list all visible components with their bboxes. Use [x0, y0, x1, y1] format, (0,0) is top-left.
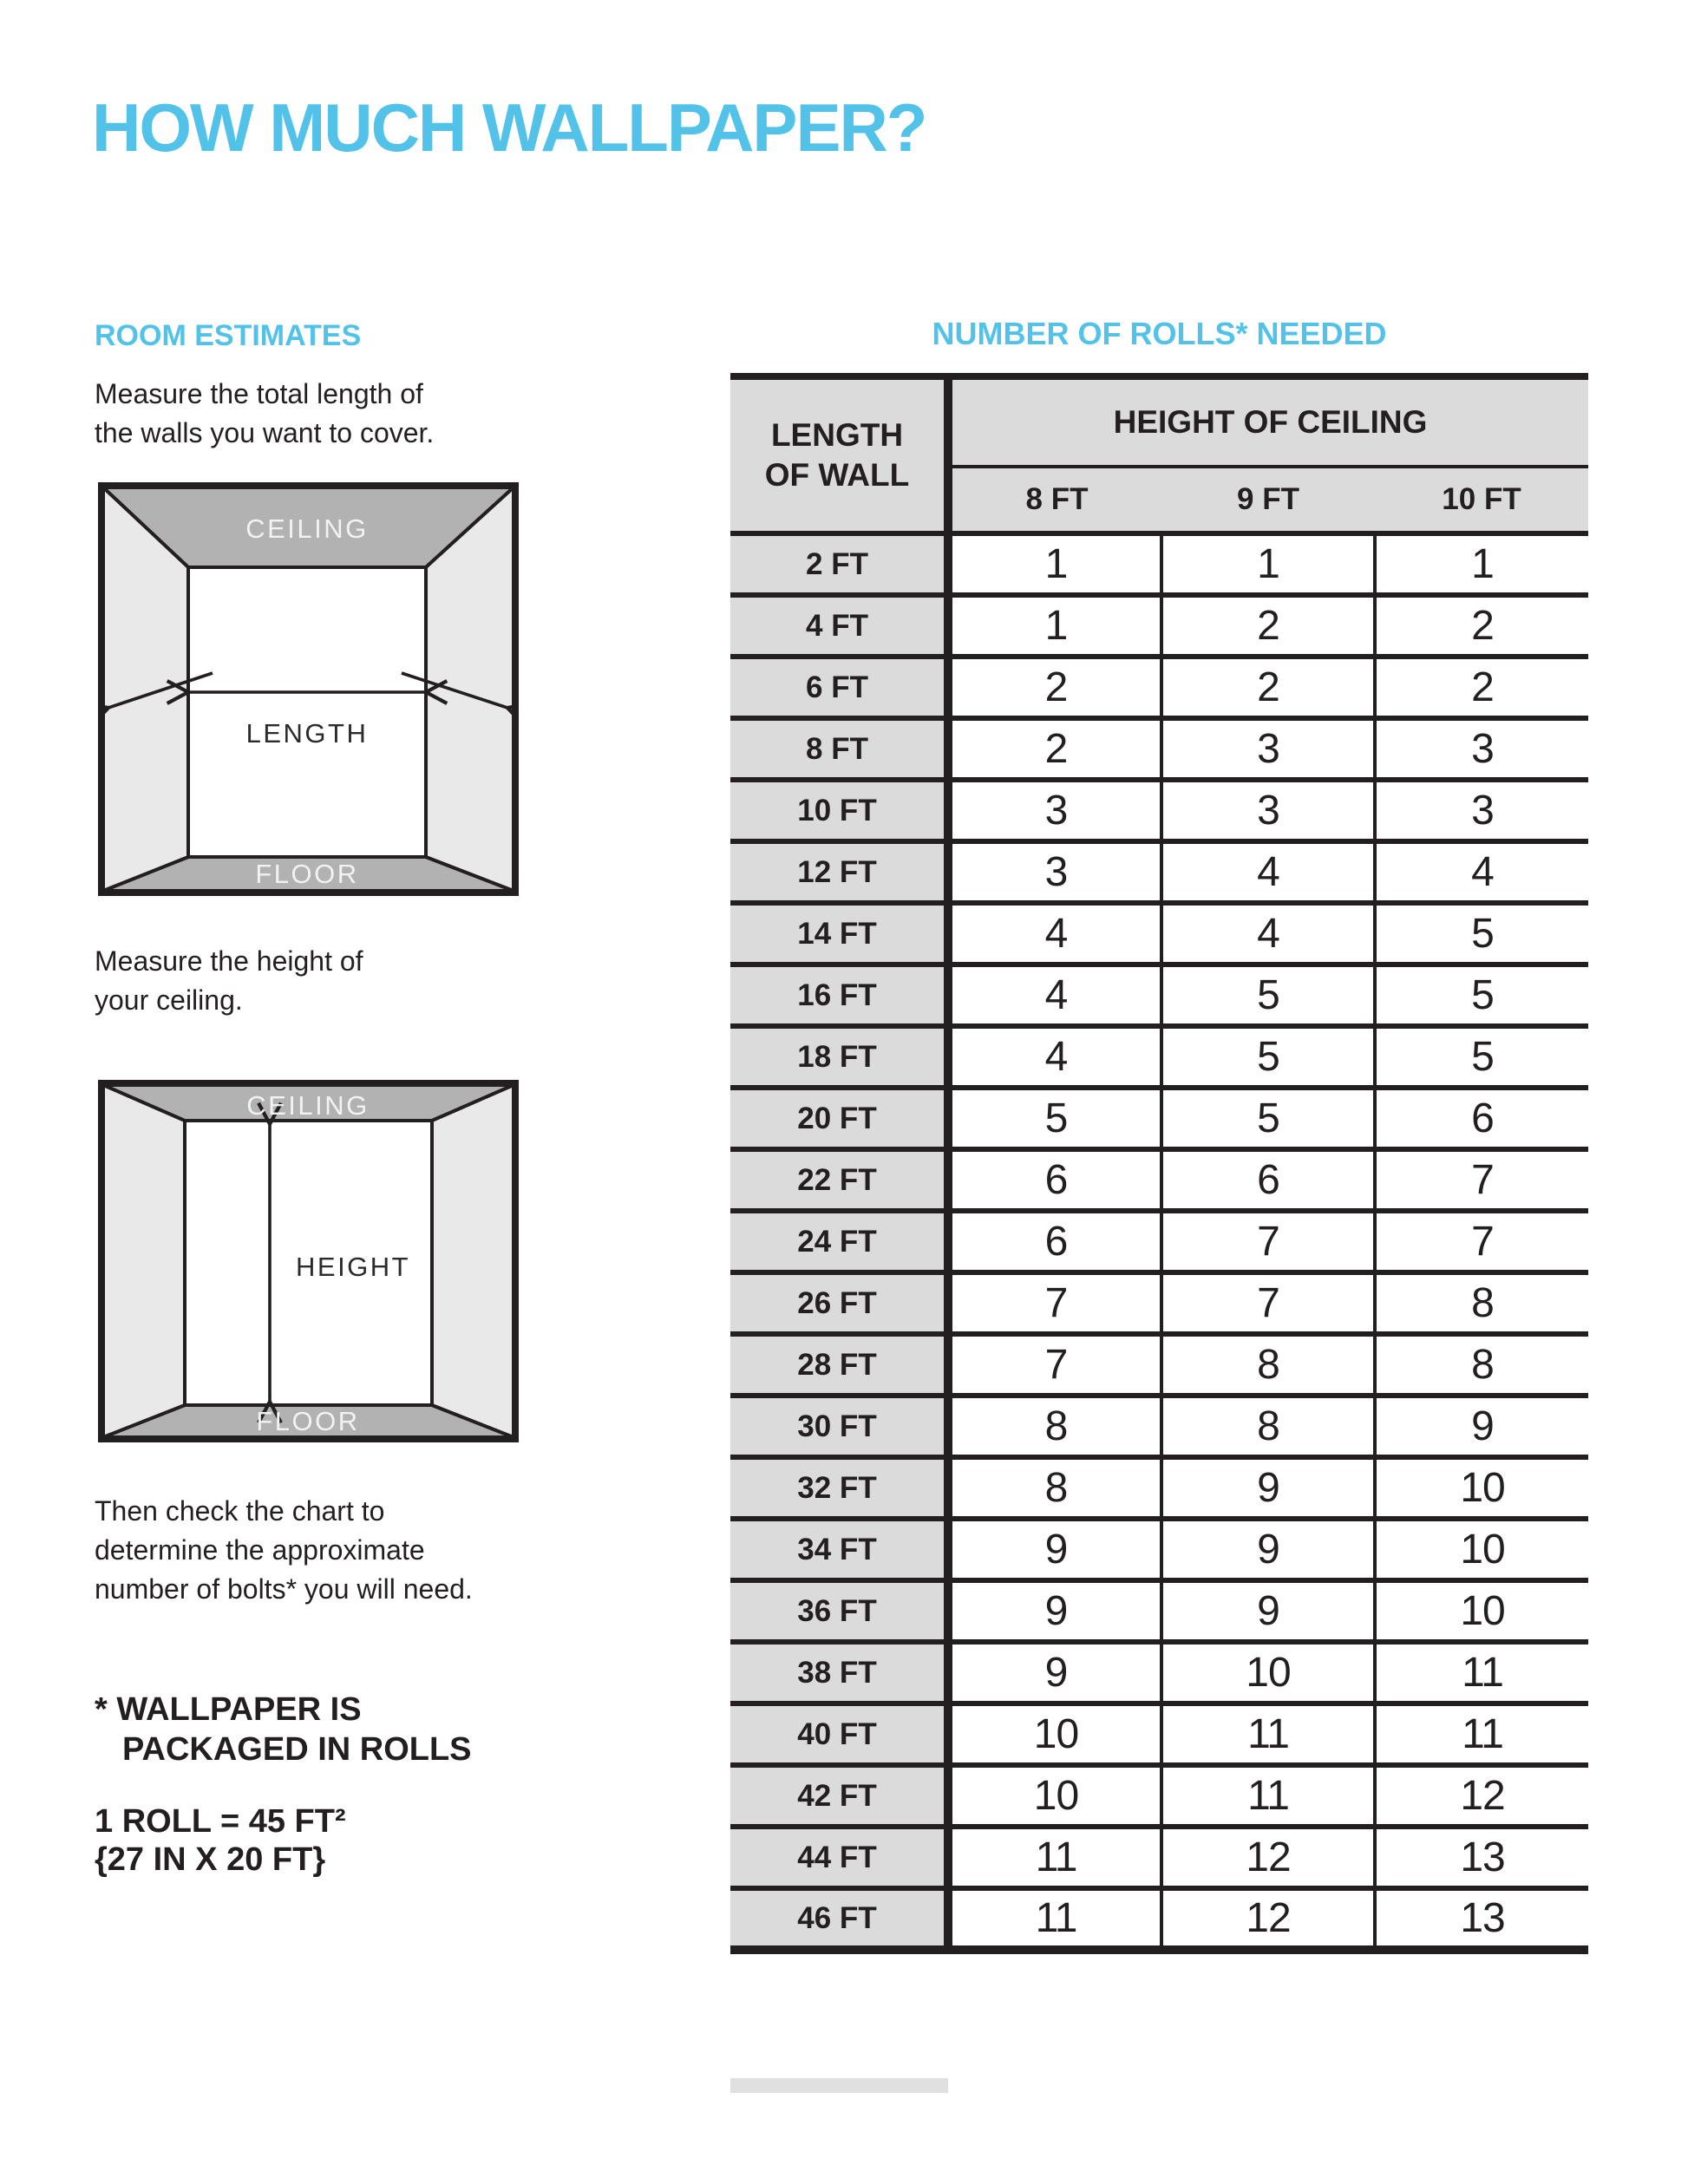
roll-count-cell: 9	[1161, 1457, 1375, 1519]
roll-count-cell: 4	[1375, 841, 1588, 903]
roll-count-cell: 7	[948, 1272, 1161, 1334]
ceiling-label: CEILING	[246, 1090, 370, 1121]
col-header-9ft: 9 FT	[1161, 467, 1375, 533]
row-label-cell: 28 FT	[730, 1334, 948, 1396]
roll-count-cell: 10	[1375, 1457, 1588, 1519]
right-wall-trapezoid	[432, 1085, 514, 1437]
roll-count-cell: 3	[1161, 718, 1375, 780]
roll-count-cell: 11	[1161, 1703, 1375, 1765]
table-row	[730, 1149, 1588, 1211]
roll-count-cell: 5	[948, 1088, 1161, 1149]
roll-count-cell: 10	[1375, 1580, 1588, 1642]
roll-count-cell: 10	[948, 1703, 1161, 1765]
length-label: LENGTH	[245, 718, 369, 749]
roll-count-cell: 7	[1161, 1272, 1375, 1334]
table-row	[730, 718, 1588, 780]
paragraph-line: Measure the total length of	[95, 378, 423, 409]
roll-count-cell: 7	[948, 1334, 1161, 1396]
table-row	[730, 1457, 1588, 1519]
table-row	[730, 1334, 1588, 1396]
roll-count-cell: 9	[948, 1580, 1161, 1642]
paragraph-line: determine the approximate	[95, 1534, 425, 1566]
roll-count-cell: 3	[948, 780, 1161, 841]
roll-count-cell: 4	[948, 1026, 1161, 1088]
roll-count-cell: 5	[1375, 964, 1588, 1026]
table-row	[730, 1888, 1588, 1950]
height-of-ceiling-header-cell: HEIGHT OF CEILING	[948, 376, 1588, 467]
row-label-cell: 14 FT	[730, 903, 948, 964]
col-header-10ft: 10 FT	[1375, 467, 1588, 533]
roll-count-cell: 2	[948, 657, 1161, 718]
row-label-cell: 44 FT	[730, 1827, 948, 1888]
wallpaper-rolls-footnote	[95, 1690, 472, 1769]
paragraph-line: Measure the height of	[95, 945, 363, 977]
table-row	[730, 1026, 1588, 1088]
left-wall-trapezoid	[103, 1085, 185, 1437]
roll-count-cell: 8	[948, 1457, 1161, 1519]
table-row	[730, 595, 1588, 657]
floor-label: FLOOR	[255, 859, 359, 889]
row-label-cell: 2 FT	[730, 533, 948, 595]
roll-count-cell: 2	[1375, 595, 1588, 657]
table-row	[730, 903, 1588, 964]
roll-count-cell: 1	[948, 533, 1161, 595]
roll-count-cell: 11	[1161, 1765, 1375, 1827]
table-row	[730, 1703, 1588, 1765]
row-label-cell: 42 FT	[730, 1765, 948, 1827]
page-title: HOW MUCH WALLPAPER?	[92, 89, 926, 166]
table-row	[730, 1211, 1588, 1272]
paragraph-line: your ceiling.	[95, 984, 243, 1016]
roll-count-cell: 3	[948, 841, 1161, 903]
roll-count-cell: 10	[1161, 1642, 1375, 1703]
footnote-line: * WALLPAPER IS	[95, 1691, 362, 1728]
length-of-wall-header-cell	[730, 376, 948, 533]
roll-count-cell: 1	[948, 595, 1161, 657]
row-label-cell: 4 FT	[730, 595, 948, 657]
roll-count-cell: 9	[948, 1642, 1161, 1703]
roll-count-cell: 5	[1161, 1026, 1375, 1088]
roll-count-cell: 11	[1375, 1703, 1588, 1765]
row-label-cell: 16 FT	[730, 964, 948, 1026]
height-label: HEIGHT	[296, 1252, 411, 1282]
roll-count-cell: 3	[1375, 780, 1588, 841]
roll-count-cell: 12	[1161, 1827, 1375, 1888]
table-header-row-group	[730, 376, 1588, 467]
row-label-cell: 12 FT	[730, 841, 948, 903]
roll-count-cell: 12	[1375, 1765, 1588, 1827]
measure-height-paragraph	[95, 942, 363, 1020]
row-label-cell: 46 FT	[730, 1888, 948, 1950]
table-row	[730, 1396, 1588, 1457]
row-label-cell: 32 FT	[730, 1457, 948, 1519]
roll-count-cell: 4	[1161, 903, 1375, 964]
roll-count-cell: 9	[1375, 1396, 1588, 1457]
roll-count-cell: 13	[1375, 1827, 1588, 1888]
col-header-8ft: 8 FT	[948, 467, 1161, 533]
room-length-diagram	[98, 482, 519, 896]
table-gray-stub	[730, 2078, 948, 2093]
roll-count-cell: 5	[1375, 903, 1588, 964]
row-label-cell: 20 FT	[730, 1088, 948, 1149]
table-row	[730, 964, 1588, 1026]
row-label-cell: 24 FT	[730, 1211, 948, 1272]
roll-count-cell: 5	[1161, 964, 1375, 1026]
roll-count-cell: 9	[1161, 1580, 1375, 1642]
roll-count-cell: 2	[1161, 595, 1375, 657]
roll-count-cell: 8	[1161, 1334, 1375, 1396]
roll-count-cell: 6	[1161, 1149, 1375, 1211]
roll-count-cell: 1	[1375, 533, 1588, 595]
roll-count-cell: 2	[1161, 657, 1375, 718]
roll-count-cell: 6	[948, 1211, 1161, 1272]
roll-count-cell: 5	[1161, 1088, 1375, 1149]
roll-count-cell: 7	[1375, 1149, 1588, 1211]
paragraph-line: number of bolts* you will need.	[95, 1573, 473, 1605]
roll-count-cell: 3	[1161, 780, 1375, 841]
row-label-cell: 38 FT	[730, 1642, 948, 1703]
roll-count-cell: 4	[948, 964, 1161, 1026]
roll-count-cell: 6	[1375, 1088, 1588, 1149]
header-line: OF WALL	[764, 457, 910, 493]
row-label-cell: 40 FT	[730, 1703, 948, 1765]
table-row	[730, 1642, 1588, 1703]
roll-count-cell: 8	[948, 1396, 1161, 1457]
row-label-cell: 22 FT	[730, 1149, 948, 1211]
measure-length-paragraph	[95, 375, 434, 453]
roll-size-info	[95, 1802, 346, 1879]
row-label-cell: 34 FT	[730, 1519, 948, 1580]
roll-count-cell: 11	[948, 1888, 1161, 1950]
check-chart-paragraph	[95, 1492, 473, 1609]
row-label-cell: 30 FT	[730, 1396, 948, 1457]
roll-count-cell: 8	[1375, 1334, 1588, 1396]
paragraph-line: the walls you want to cover.	[95, 417, 435, 448]
table-row	[730, 1272, 1588, 1334]
table-row	[730, 1765, 1588, 1827]
roll-count-cell: 2	[948, 718, 1161, 780]
roll-info-line: 1 ROLL = 45 FT²	[95, 1803, 346, 1840]
roll-count-cell: 1	[1161, 533, 1375, 595]
roll-count-cell: 10	[948, 1765, 1161, 1827]
row-label-cell: 26 FT	[730, 1272, 948, 1334]
roll-count-cell: 6	[948, 1149, 1161, 1211]
roll-count-cell: 4	[948, 903, 1161, 964]
table-row	[730, 1519, 1588, 1580]
table-row	[730, 1827, 1588, 1888]
roll-count-cell: 11	[1375, 1642, 1588, 1703]
back-wall	[188, 567, 426, 857]
roll-count-cell: 8	[1161, 1396, 1375, 1457]
table-row	[730, 533, 1588, 595]
row-label-cell: 36 FT	[730, 1580, 948, 1642]
roll-count-cell: 2	[1375, 657, 1588, 718]
ceiling-label: CEILING	[245, 513, 369, 544]
table-row	[730, 841, 1588, 903]
table-row	[730, 1580, 1588, 1642]
paragraph-line: Then check the chart to	[95, 1495, 385, 1527]
table-row	[730, 780, 1588, 841]
floor-label: FLOOR	[256, 1406, 360, 1436]
roll-count-cell: 10	[1375, 1519, 1588, 1580]
rolls-needed-heading: NUMBER OF ROLLS* NEEDED	[932, 316, 1387, 351]
footnote-line: PACKAGED IN ROLLS	[122, 1731, 472, 1768]
roll-count-cell: 13	[1375, 1888, 1588, 1950]
header-line: LENGTH	[770, 417, 904, 453]
table-row	[730, 657, 1588, 718]
roll-count-cell: 8	[1375, 1272, 1588, 1334]
room-height-diagram	[98, 1080, 519, 1442]
roll-count-cell: 7	[1375, 1211, 1588, 1272]
room-estimates-heading: ROOM ESTIMATES	[95, 319, 362, 352]
roll-info-line: {27 IN X 20 FT}	[95, 1841, 326, 1878]
table-body	[730, 533, 1588, 1950]
row-label-cell: 18 FT	[730, 1026, 948, 1088]
row-label-cell: 8 FT	[730, 718, 948, 780]
roll-count-cell: 11	[948, 1827, 1161, 1888]
rolls-table-container	[730, 373, 1588, 1954]
rolls-needed-table	[730, 373, 1588, 1954]
table-row	[730, 1088, 1588, 1149]
roll-count-cell: 12	[1161, 1888, 1375, 1950]
roll-count-cell: 9	[948, 1519, 1161, 1580]
row-label-cell: 6 FT	[730, 657, 948, 718]
roll-count-cell: 9	[1161, 1519, 1375, 1580]
roll-count-cell: 4	[1161, 841, 1375, 903]
roll-count-cell: 3	[1375, 718, 1588, 780]
row-label-cell: 10 FT	[730, 780, 948, 841]
roll-count-cell: 5	[1375, 1026, 1588, 1088]
roll-count-cell: 7	[1161, 1211, 1375, 1272]
